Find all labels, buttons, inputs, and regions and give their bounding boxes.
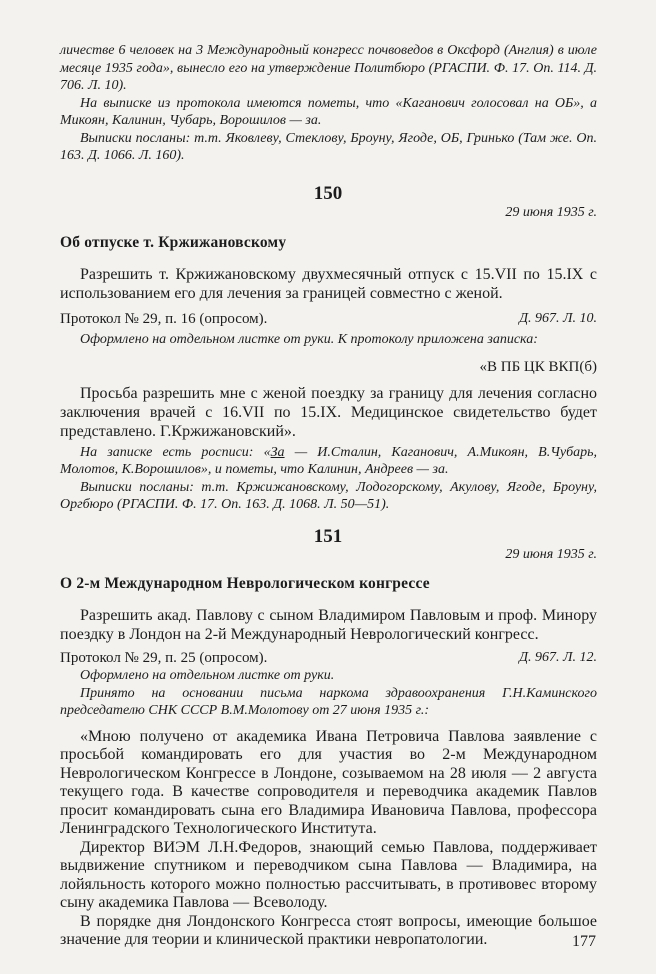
basis-note: Принято на основании письма наркома здравоохранения Г.Н.Каминского председателю СНК СССР В.М.Молотову от 27 июня 1935 г.: (60, 685, 597, 718)
letter-text: Просьба разрешить мне с женой поездку за границу для лечения согласно заключения врачей с 16.VII по 15.IX. Медицинское свидетельство будет представлено. Г.Кржижановский». (60, 384, 597, 440)
document-151-body (60, 606, 597, 950)
quote-paragraph-2: Директор ВИЭМ Л.Н.Федоров, знающий семью Павлова, поддерживает выдвижение спутником и переводчиком сына Павлова — Владимира, на лойяльность которого можно полностью рассчитывать, в противовес второму сыну академика Павлова — Всеволоду. (60, 838, 597, 911)
page-number: 177 (572, 933, 596, 950)
archive-reference: Д. 967. Л. 12. (519, 650, 597, 665)
protocol-text: Протокол № 29, п. 25 (опросом). (60, 650, 268, 666)
protocol-row (60, 311, 597, 328)
protocol-text: Протокол № 29, п. 16 (опросом). (60, 311, 268, 327)
document-date-151: 29 июня 1935 г. (505, 547, 597, 562)
letter-addressee: «В ПБ ЦК ВКП(б) (479, 358, 597, 375)
document-title-151: О 2-м Международном Неврологическом конгрессе (60, 575, 430, 592)
archive-reference: Д. 967. Л. 10. (519, 311, 597, 326)
signatures-note: На записке есть росписи: «За — И.Сталин, Каганович, А.Микоян, В.Чубарь, Молотов, К.Ворошилов», и пометы, что Калинин, Андреев — за. (60, 444, 597, 477)
top-notes (60, 42, 597, 165)
note-paragraph: На выписке из протокола имеются пометы, что «Каганович голосовал на ОБ», а Микоян, Калинин, Чубарь, Ворошилов — за. (60, 95, 597, 128)
document-date-150: 29 июня 1935 г. (505, 205, 597, 220)
sent-to-text: Выписки посланы: т.т. Кржижановскому, Лодогорскому, Акулову, Ягоде, Броуну, Оргбюро (РГАСПИ. Ф. 17. Оп. 163. Д. 1068. Л. 50—51). (60, 479, 597, 512)
sent-to-paragraph: Выписки посланы: т.т. Яковлеву, Стеклову, Броуну, Ягоде, ОБ, Гринько (Там же. Оп. 163. Д. 1066. Л. 160). (60, 130, 597, 163)
za-underlined: За (270, 444, 285, 460)
document-title-150: Об отпуске т. Кржижановскому (60, 234, 287, 251)
document-150-body (60, 265, 597, 514)
quote-paragraph-1: «Мною получено от академика Ивана Петровича Павлова заявление с просьбой командировать его для участия во 2-м Международном Неврологическом Конгрессе в Лондоне, созываемом на 28 июля — 2 августа текущего года. В качестве сопроводителя и переводчика академик Павлов просит командировать сына его Владимира Ивановича Павлова, профессора Ленинградского Технологического Института. (60, 727, 597, 837)
note-text: Оформлено на отдельном листке от руки. (80, 668, 335, 683)
protocol-row (60, 650, 597, 667)
resolution-text: Разрешить т. Кржижановскому двухмесячный отпуск с 15.VII по 15.IX с использованием его для лечения за границей совместно с женой. (60, 266, 597, 302)
note-text: Оформлено на отдельном листке от руки. К протоколу приложена записка: (80, 332, 538, 347)
quote-paragraph-3: В порядке дня Лондонского Конгресса стоят вопросы, имеющие большое значение для теории и клинической практики невропатологии. (60, 912, 597, 948)
document-number-150: 150 (313, 183, 343, 204)
document-number-151: 151 (313, 526, 343, 547)
continued-paragraph: личестве 6 человек на 3 Международный конгресс почвоведов в Оксфорд (Англия) в июле месяце 1935 года», вынесло его на утверждение Политбюро (РГАСПИ. Ф. 17. Оп. 114. Д. 706. Л. 10). (60, 43, 597, 93)
resolution-text: Разрешить акад. Павлову с сыном Владимиром Павловым и проф. Минору поездку в Лондон на 2-й Международный Неврологический конгресс. (60, 607, 597, 643)
